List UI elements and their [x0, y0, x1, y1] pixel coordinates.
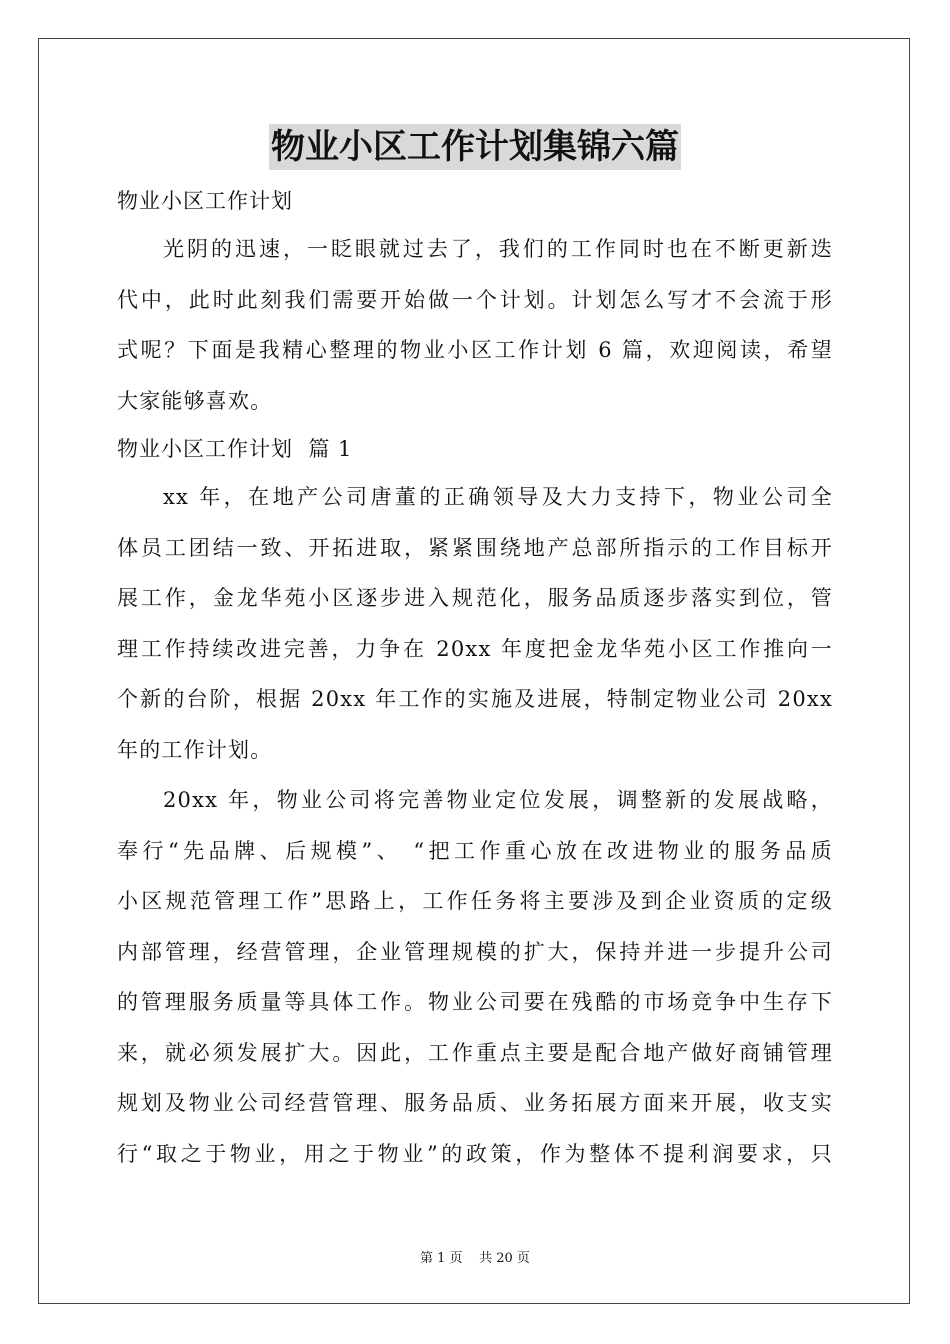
document-body — [117, 178, 833, 1179]
page-total: 共 20 页 — [479, 1251, 530, 1266]
intro-line: 光阴的迅速，一眨眼就过去了，我们的工作同时也在不断更新迭 — [163, 237, 833, 261]
document-subtitle: 物业小区工作计划 — [117, 189, 293, 213]
intro-line: 代中，此时此刻我们需要开始做一个计划。计划怎么写才不会流于形 — [117, 287, 833, 312]
paragraph-2 — [117, 775, 833, 1179]
paragraph-line: 行“取之于物业，用之于物业”的政策，作为整体不提利润要求，只 — [117, 1141, 833, 1166]
paragraph-line: xx 年，在地产公司唐董的正确领导及大力支持下，物业公司全 — [163, 485, 833, 509]
page-number: 第 1 页 — [420, 1251, 463, 1266]
paragraph-line: 奉行“先品牌、后规模”、 “把工作重心放在改进物业的服务品质 — [117, 838, 833, 863]
title-area — [0, 124, 950, 170]
paragraph-1 — [117, 472, 833, 775]
page-footer — [0, 1247, 950, 1266]
intro-paragraph — [117, 224, 833, 426]
paragraph-line: 理工作持续改进完善，力争在 20xx 年度把金龙华苑小区工作推向一 — [117, 636, 833, 661]
intro-line: 大家能够喜欢。 — [117, 388, 273, 413]
paragraph-line: 个新的台阶，根据 20xx 年工作的实施及进展，特制定物业公司 20xx — [117, 687, 833, 711]
document-title: 物业小区工作计划集锦六篇 — [269, 124, 681, 170]
paragraph-line: 的管理服务质量等具体工作。物业公司要在残酷的市场竞争中生存下 — [117, 990, 833, 1014]
paragraph-line: 展工作，金龙华苑小区逐步进入规范化，服务品质逐步落实到位，管 — [117, 586, 833, 610]
paragraph-line: 体员工团结一致、开拓进取，紧紧围绕地产总部所指示的工作目标开 — [117, 535, 833, 560]
section-heading: 物业小区工作计划 篇 1 — [117, 437, 353, 461]
paragraph-line: 小区规范管理工作”思路上，工作任务将主要涉及到企业资质的定级 — [117, 889, 833, 913]
paragraph-line: 来，就必须发展扩大。因此，工作重点主要是配合地产做好商铺管理 — [117, 1040, 833, 1065]
paragraph-line: 年的工作计划。 — [117, 737, 273, 762]
intro-line: 式呢？下面是我精心整理的物业小区工作计划 6 篇，欢迎阅读，希望 — [117, 338, 833, 362]
paragraph-line: 20xx 年，物业公司将完善物业定位发展，调整新的发展战略， — [163, 788, 833, 812]
paragraph-line: 内部管理，经营管理，企业管理规模的扩大，保持并进一步提升公司 — [117, 939, 833, 964]
paragraph-line: 规划及物业公司经营管理、服务品质、业务拓展方面来开展，收支实 — [117, 1091, 833, 1115]
